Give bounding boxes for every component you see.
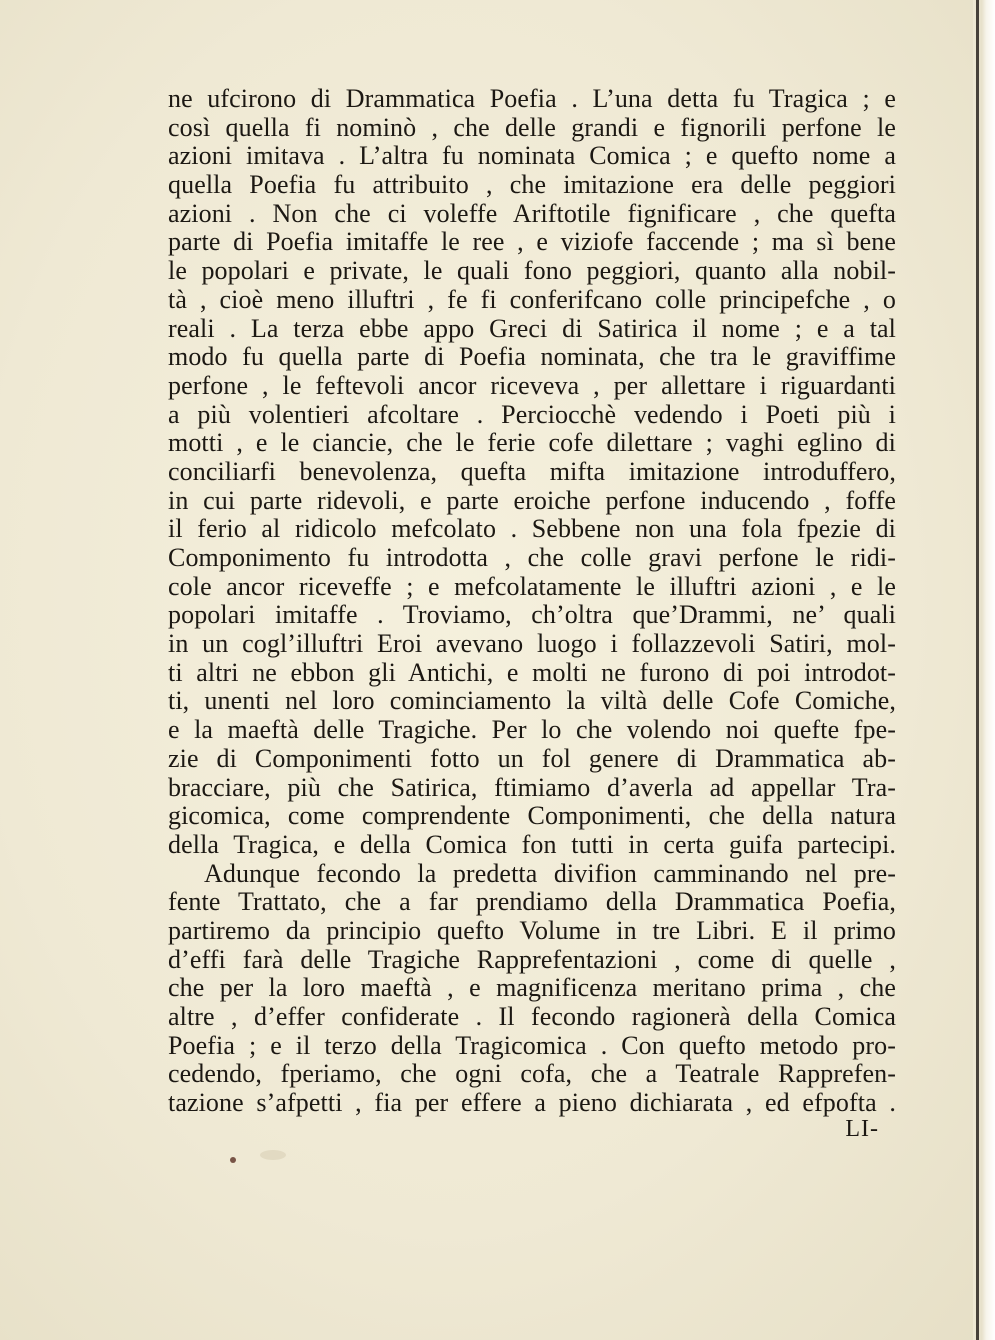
text-line-34: Poefia ; e il terzo della Tragicomica . Con quefto metodo pro- bbox=[168, 1030, 896, 1060]
text-line-17: Componimento fu introdotta , che colle gravi perfone le ridi- bbox=[168, 543, 896, 572]
text-line-24: zie di Componimenti fotto un fol genere di Drammatica ab- bbox=[168, 743, 896, 773]
text-line-12: a più volentieri afcoltare . Perciocchè vedendo i Poeti più i bbox=[168, 399, 896, 429]
text-line-18: cole ancor riceveffe ; e mefcolatamente le illuftri azioni , e le bbox=[168, 571, 896, 601]
text-line-33: altre , d’effer confiderate . Il fecondo ragionerà della Comica bbox=[168, 1002, 896, 1031]
text-line-28: Adunque fecondo la predetta divifion camminando nel pre- bbox=[204, 858, 896, 888]
text-line-5: azioni . Non che ci voleffe Ariftotile fignificare , che quefta bbox=[168, 198, 896, 228]
text-line-2: così quella fi nominò , che delle grandi e fignorili perfone le bbox=[168, 112, 896, 142]
text-line-9: reali . La terza ebbe appo Greci di Satirica il nome ; e a tal bbox=[168, 313, 896, 343]
text-line-31: d’effi farà delle Tragiche Rapprefentazioni , come di quelle , bbox=[168, 944, 896, 974]
text-line-8: tà , cioè meno illuftri , fe fi conferifcano colle principefche , o bbox=[168, 284, 896, 314]
text-line-25: bracciare, più che Satirica, ftimiamo d’averla ad appellar Tra- bbox=[168, 772, 896, 802]
text-line-3: azioni imitava . L’altra fu nominata Comica ; e quefto nome a bbox=[168, 141, 896, 171]
text-line-26: gicomica, come comprendente Componimenti, che della natura bbox=[168, 801, 896, 831]
text-line-14: conciliarfi benevolenza, quefta mifta imitazione introduffero, bbox=[168, 456, 896, 486]
body-text bbox=[168, 85, 896, 1118]
text-line-7: le popolari e private, le quali fono peggiori, quanto alla nobil- bbox=[168, 256, 896, 286]
text-line-22: ti, unenti nel loro cominciamento la viltà delle Cofe Comiche, bbox=[168, 686, 896, 716]
paper-smudge bbox=[260, 1150, 286, 1160]
text-line-6: parte di Poefia imitaffe le ree , e viziofe faccende ; ma sì bene bbox=[168, 227, 896, 257]
catchword: LI- bbox=[845, 1116, 879, 1142]
text-line-1: ne ufcirono di Drammatica Poefia . L’una detta fu Tragica ; e bbox=[168, 84, 896, 113]
text-line-13: motti , e le ciancie, che le ferie cofe dilettare ; vaghi eglino di bbox=[168, 428, 896, 458]
text-line-35: cedendo, fperiamo, che ogni cofa, che a Teatrale Rapprefen- bbox=[168, 1059, 896, 1089]
text-line-27: della Tragica, e della Comica fon tutti in certa guifa partecipi. bbox=[168, 829, 896, 859]
text-line-20: in un cogl’illuftri Eroi avevano luogo i follazzevoli Satiri, mol- bbox=[168, 629, 896, 659]
text-line-11: perfone , le feftevoli ancor riceveva , per allettare i riguardanti bbox=[168, 370, 896, 400]
text-line-4: quella Poefia fu attribuito , che imitazione era delle peggiori bbox=[168, 170, 896, 200]
text-line-30: partiremo da principio quefto Volume in tre Libri. E il primo bbox=[168, 915, 896, 945]
text-line-29: fente Trattato, che a far prendiamo della Drammatica Poefia, bbox=[168, 887, 896, 917]
text-line-10: modo fu quella parte di Poefia nominata, che tra le graviffime bbox=[168, 342, 896, 372]
text-line-15: in cui parte ridevoli, e parte eroiche perfone inducendo , foffe bbox=[168, 485, 896, 515]
binding-shadow bbox=[976, 0, 979, 1340]
text-line-19: popolari imitaffe . Troviamo, ch’oltra que’Drammi, ne’ quali bbox=[168, 600, 896, 630]
text-line-21: ti altri ne ebbon gli Antichi, e molti ne furono di poi introdot- bbox=[168, 657, 896, 687]
text-line-23: e la maeftà delle Tragiche. Per lo che volendo noi quefte fpe- bbox=[168, 715, 896, 745]
ink-speck bbox=[230, 1157, 236, 1163]
text-line-16: il ferio al ridicolo mefcolato . Sebbene non una fola fpezie di bbox=[168, 514, 896, 544]
text-line-32: che per la loro maeftà , e magnificenza meritano prima , che bbox=[168, 973, 896, 1003]
text-line-36: tazione s’afpetti , fia per effere a pieno dichiarata , ed efpofta . bbox=[168, 1088, 896, 1118]
